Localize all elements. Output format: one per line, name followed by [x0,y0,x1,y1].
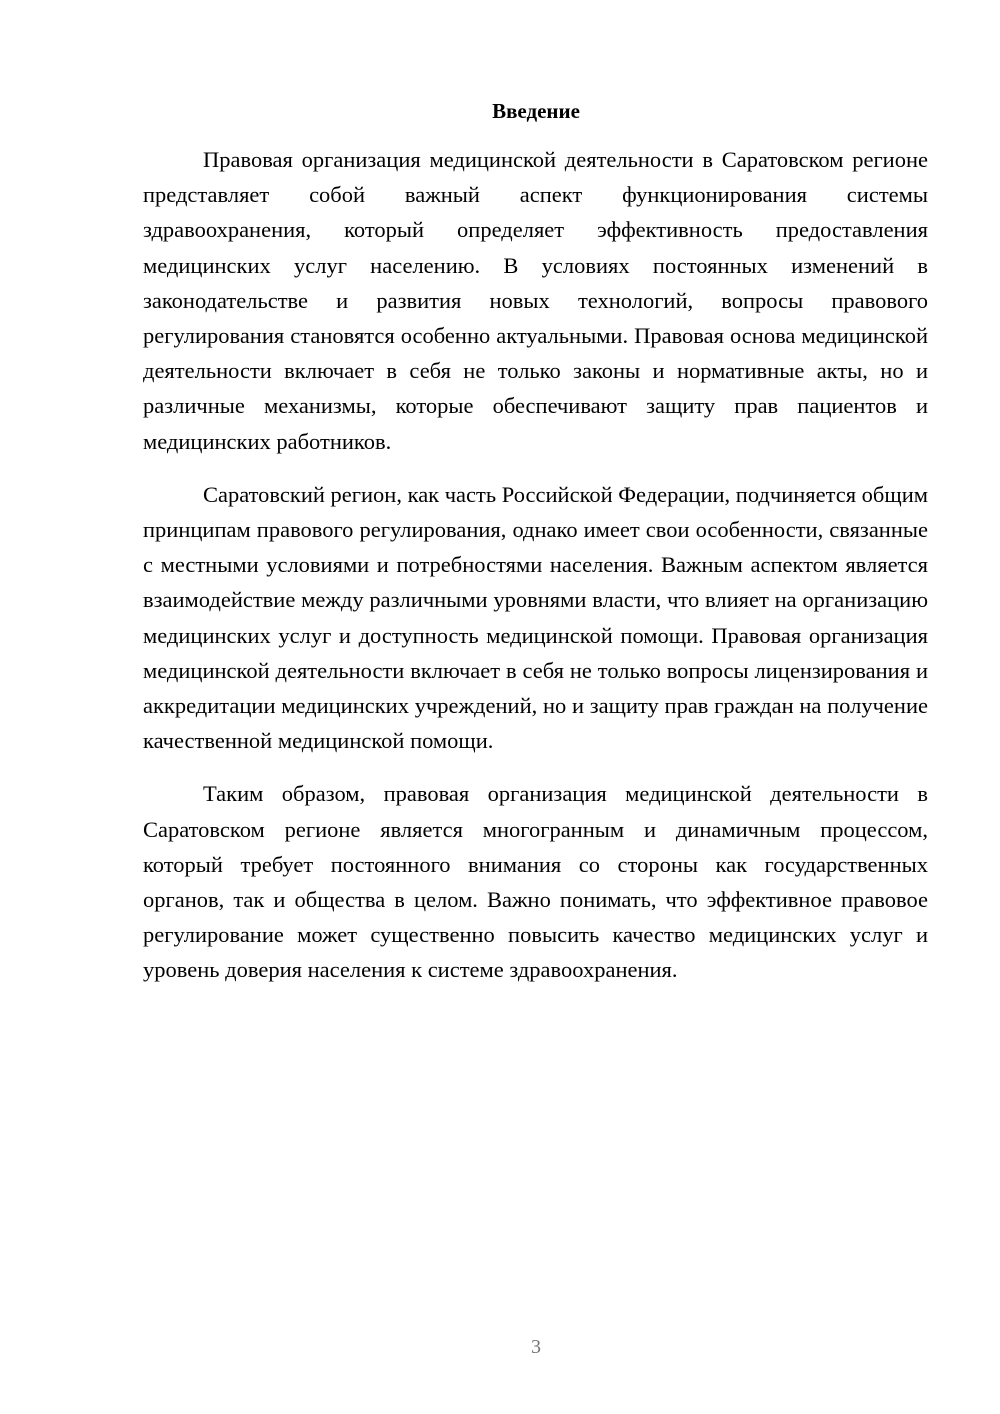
paragraph-3: Таким образом, правовая организация медицинской деятельности в Саратовском регионе является многогранным и динамичным процессом, который требует постоянного внимания со стороны как государственных органов, так и общества в целом. Важно понимать, что эффективное правовое регулирование может существенно повысить качество медицинских услуг и уровень доверия населения к системе здравоохранения. [143,781,928,983]
section-heading: Введение [492,99,580,123]
paragraph-1: Правовая организация медицинской деятельности в Саратовском регионе представляет собой важный аспект функционирования системы здравоохранения, который определяет эффективность предоставления медицинских услуг населению. В условиях постоянных изменений в законодательстве и развития новых технологий, вопросы правового регулирования становятся особенно актуальными. Правовая основа медицинской деятельности включает в себя не только законы и нормативные акты, но и различные механизмы, которые обеспечивают защиту прав пациентов и медицинских работников. [143,147,928,454]
body-text [143,142,928,988]
paragraph-2: Саратовский регион, как часть Российской Федерации, подчиняется общим принципам правового регулирования, однако имеет свои особенности, связанные с местными условиями и потребностями населения. Важным аспектом является взаимодействие между различными уровнями власти, что влияет на организацию медицинских услуг и доступность медицинской помощи. Правовая организация медицинской деятельности включает в себя не только вопросы лицензирования и аккредитации медицинских учреждений, но и защиту прав граждан на получение качественной медицинской помощи. [143,481,928,754]
page-number: 3 [531,1336,541,1358]
